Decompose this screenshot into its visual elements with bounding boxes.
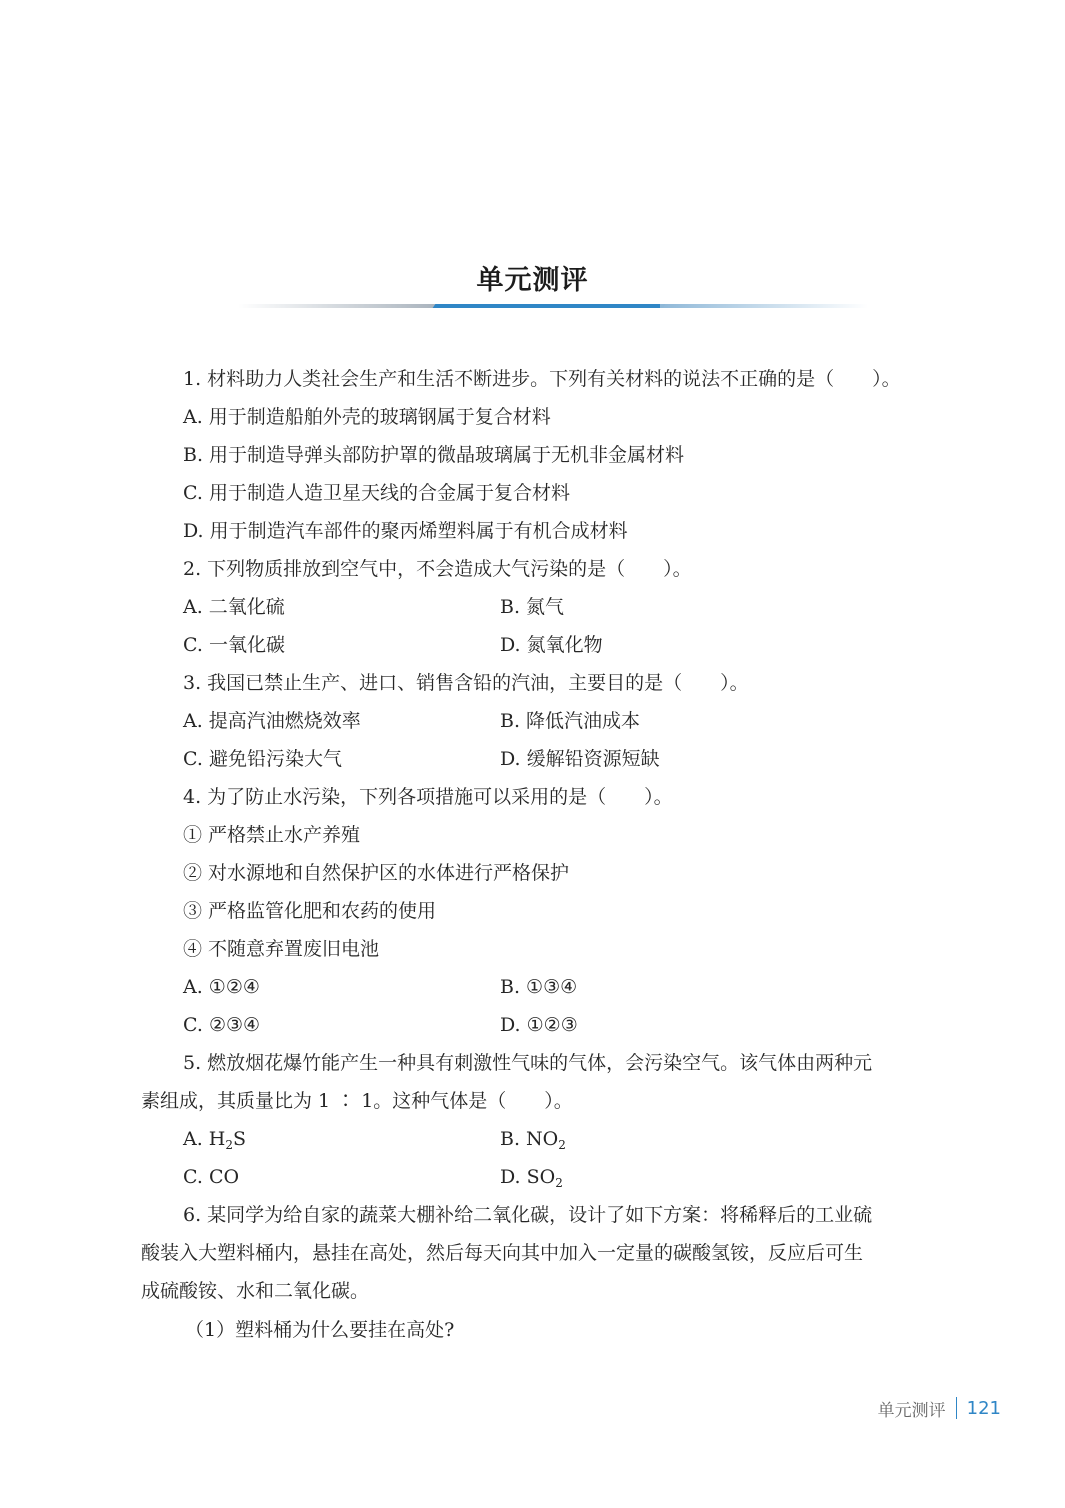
question-4-option-b: B. ①③④ (500, 976, 578, 998)
question-4-item-2: ② 对水源地和自然保护区的水体进行严格保护 (183, 862, 570, 884)
subscript: 2 (558, 1138, 566, 1152)
option-d-text: D. SO (500, 1166, 556, 1188)
question-5-option-b (500, 1127, 566, 1151)
question-3: 3. 我国已禁止生产、进口、销售含铅的汽油，主要目的是（ ）。 (183, 672, 749, 694)
option-b-text: B. NO (500, 1128, 559, 1150)
title-underline-left (238, 304, 438, 308)
question-2-option-d: D. 氮氧化物 (500, 634, 603, 656)
page-title: 单元测评 (476, 265, 589, 296)
question-3-option-b: B. 降低汽油成本 (500, 710, 641, 732)
question-2-option-c: C. 一氧化碳 (183, 634, 285, 656)
question-3-option-c: C. 避免铅污染大气 (183, 748, 342, 770)
subscript: 2 (225, 1138, 234, 1152)
question-4: 4. 为了防止水污染，下列各项措施可以采用的是（ ）。 (183, 786, 673, 808)
option-a-text-tail: S (233, 1128, 247, 1150)
question-6-line-2: 酸装入大塑料桶内，悬挂在高处，然后每天向其中加入一定量的碳酸氢铵，反应后可生 (141, 1242, 864, 1264)
question-2: 2. 下列物质排放到空气中，不会造成大气污染的是（ ）。 (183, 558, 692, 580)
page-number: 121 (966, 1397, 1001, 1419)
question-6-line-3: 成硫酸铵、水和二氧化碳。 (141, 1280, 370, 1302)
question-5-option-d (500, 1165, 563, 1189)
question-6-line-1: 6. 某同学为给自家的蔬菜大棚补给二氧化碳，设计了如下方案：将稀释后的工业硫 (183, 1204, 873, 1226)
question-5-option-c: C. CO (183, 1166, 240, 1188)
question-3-option-d: D. 缓解铅资源短缺 (500, 748, 660, 770)
question-5-option-a (183, 1127, 246, 1151)
question-1-option-d: D. 用于制造汽车部件的聚丙烯塑料属于有机合成材料 (183, 520, 628, 542)
question-4-option-d: D. ①②③ (500, 1014, 578, 1036)
question-4-item-4: ④ 不随意弃置废旧电池 (183, 938, 380, 960)
question-2-option-b: B. 氮气 (500, 596, 565, 618)
title-underline-right (660, 304, 868, 308)
question-4-item-3: ③ 严格监管化肥和农药的使用 (183, 900, 437, 922)
question-1: 1. 材料助力人类社会生产和生活不断进步。下列有关材料的说法不正确的是（ ）。 (183, 368, 901, 390)
question-1-option-a: A. 用于制造船舶外壳的玻璃钢属于复合材料 (183, 406, 551, 428)
footer-section-label: 单元测评 (877, 1400, 946, 1421)
question-6-subquestion-1: （1）塑料桶为什么要挂在高处? (185, 1319, 455, 1341)
subscript: 2 (555, 1176, 563, 1190)
question-4-option-a: A. ①②④ (183, 976, 260, 998)
footer-divider (956, 1397, 957, 1419)
question-5-line-1: 5. 燃放烟花爆竹能产生一种具有刺激性气味的气体，会污染空气。该气体由两种元 (183, 1052, 873, 1074)
option-a-text: A. H (183, 1128, 226, 1150)
question-1-option-c: C. 用于制造人造卫星天线的合金属于复合材料 (183, 482, 570, 504)
title-underline-accent (433, 304, 666, 308)
page-footer (878, 1396, 1001, 1420)
question-1-option-b: B. 用于制造导弹头部防护罩的微晶玻璃属于无机非金属材料 (183, 444, 685, 466)
question-5-line-2: 素组成，其质量比为 1 ∶ 1。这种气体是（ ）。 (141, 1090, 573, 1112)
question-4-option-c: C. ②③④ (183, 1014, 261, 1036)
question-2-option-a: A. 二氧化硫 (183, 596, 285, 618)
question-4-item-1: ① 严格禁止水产养殖 (183, 824, 361, 846)
question-3-option-a: A. 提高汽油燃烧效率 (183, 710, 361, 732)
